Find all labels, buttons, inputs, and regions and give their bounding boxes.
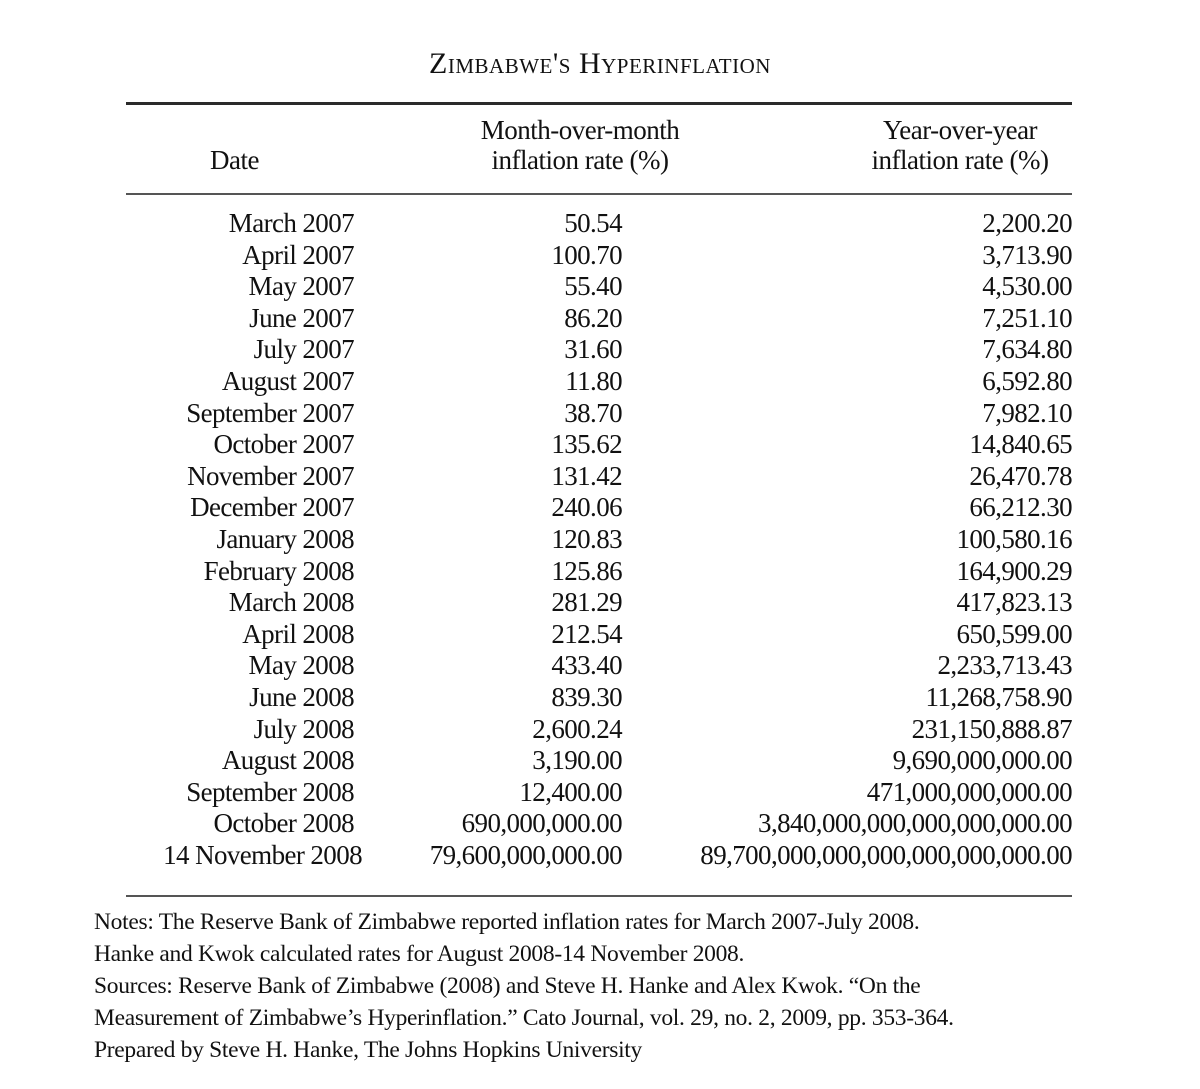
month-over-month-cell: 839.30: [551, 681, 622, 712]
date-cell: April 2008: [242, 618, 354, 649]
year-over-year-cell: 2,200.20: [982, 208, 1072, 238]
table-row: [0, 240, 1200, 272]
table-row: [0, 587, 1200, 619]
table-body: [0, 208, 1200, 871]
header-mom-line2: inflation rate (%): [491, 145, 669, 175]
table-row: [0, 619, 1200, 651]
year-over-year-cell: 650,599.00: [956, 618, 1072, 649]
table-title: Zimbabwe's Hyperinflation: [429, 47, 771, 80]
year-over-year-cell: 7,982.10: [982, 397, 1072, 428]
table-row: [0, 271, 1200, 303]
date-cell: December 2007: [190, 492, 354, 523]
year-over-year-cell: 14,840.65: [969, 429, 1072, 460]
table-row: [0, 524, 1200, 556]
month-over-month-cell: 131.42: [551, 460, 622, 491]
year-over-year-cell: 11,268,758.90: [925, 681, 1072, 712]
month-over-month-cell: 12,400.00: [519, 776, 622, 807]
header-date: Date: [210, 145, 259, 175]
date-cell: 14 November 2008: [163, 839, 362, 870]
header-month-over-month: [400, 115, 760, 175]
year-over-year-cell: 100,580.16: [956, 523, 1072, 554]
table-row: [0, 682, 1200, 714]
date-cell: July 2007: [253, 334, 354, 365]
sources-line-1: Sources: Reserve Bank of Zimbabwe (2008) and Steve H. Hanke and Alex Kwok. “On the: [94, 973, 921, 999]
year-over-year-cell: 26,470.78: [969, 460, 1072, 491]
date-cell: October 2008: [213, 808, 354, 839]
date-cell: March 2008: [228, 587, 354, 618]
year-over-year-cell: 471,000,000,000.00: [866, 776, 1072, 807]
date-cell: November 2007: [187, 460, 354, 491]
date-cell: April 2007: [242, 239, 354, 270]
date-cell: June 2008: [249, 681, 354, 712]
month-over-month-cell: 86.20: [564, 302, 622, 333]
date-cell: January 2008: [216, 523, 354, 554]
top-rule: [126, 102, 1072, 105]
year-over-year-cell: 3,713.90: [982, 239, 1072, 270]
month-over-month-cell: 3,190.00: [532, 745, 622, 776]
table-row: [0, 398, 1200, 430]
month-over-month-cell: 55.40: [564, 271, 622, 302]
table-row: [0, 429, 1200, 461]
date-cell: March 2007: [228, 208, 354, 238]
year-over-year-cell: 89,700,000,000,000,000,000,000.00: [700, 839, 1072, 870]
sources-line-2: Measurement of Zimbabwe’s Hyperinflation.” Cato Journal, vol. 29, no. 2, 2009, pp. 353-364.: [94, 1005, 954, 1031]
table-row: [0, 777, 1200, 809]
year-over-year-cell: 9,690,000,000.00: [892, 745, 1072, 776]
header-mom-line1: Month-over-month: [480, 115, 680, 145]
year-over-year-cell: 164,900.29: [956, 555, 1072, 586]
date-cell: May 2008: [248, 650, 354, 681]
notes: [94, 906, 1174, 1066]
table-row: [0, 808, 1200, 840]
year-over-year-cell: 2,233,713.43: [937, 650, 1072, 681]
table-row: [0, 745, 1200, 777]
month-over-month-cell: 11.80: [565, 365, 622, 396]
year-over-year-cell: 6,592.80: [982, 365, 1072, 396]
month-over-month-cell: 2,600.24: [532, 713, 622, 744]
date-cell: August 2007: [221, 365, 354, 396]
year-over-year-cell: 4,530.00: [982, 271, 1072, 302]
notes-line-1: Notes: The Reserve Bank of Zimbabwe reported inflation rates for March 2007-July 2008.: [94, 909, 920, 935]
month-over-month-cell: 120.83: [551, 523, 622, 554]
date-cell: September 2007: [186, 397, 354, 428]
year-over-year-cell: 7,634.80: [982, 334, 1072, 365]
table-row: [0, 556, 1200, 588]
prepared-by: Prepared by Steve H. Hanke, The Johns Hopkins University: [94, 1037, 642, 1063]
header-rule: [126, 193, 1072, 195]
date-cell: October 2007: [213, 429, 354, 460]
year-over-year-cell: 66,212.30: [969, 492, 1072, 523]
notes-line-2: Hanke and Kwok calculated rates for August 2008-14 November 2008.: [94, 941, 745, 967]
month-over-month-cell: 240.06: [551, 492, 622, 523]
year-over-year-cell: 417,823.13: [956, 587, 1072, 618]
date-cell: July 2008: [253, 713, 354, 744]
date-cell: August 2008: [221, 745, 354, 776]
month-over-month-cell: 212.54: [551, 618, 622, 649]
date-cell: September 2008: [186, 776, 354, 807]
table-row: [0, 208, 1200, 240]
month-over-month-cell: 79,600,000,000.00: [429, 839, 622, 870]
year-over-year-cell: 3,840,000,000,000,000,000.00: [758, 808, 1072, 839]
month-over-month-cell: 281.29: [551, 587, 622, 618]
table-row: [0, 461, 1200, 493]
table-row: [0, 840, 1200, 872]
bottom-rule: [126, 895, 1072, 897]
month-over-month-cell: 100.70: [551, 239, 622, 270]
year-over-year-cell: 231,150,888.87: [911, 713, 1072, 744]
table-row: [0, 650, 1200, 682]
header-year-over-year: [780, 115, 1140, 175]
month-over-month-cell: 125.86: [551, 555, 622, 586]
table-row: [0, 334, 1200, 366]
month-over-month-cell: 690,000,000.00: [461, 808, 622, 839]
table-row: [0, 366, 1200, 398]
header-yoy-line2: inflation rate (%): [871, 145, 1049, 175]
year-over-year-cell: 7,251.10: [982, 302, 1072, 333]
month-over-month-cell: 50.54: [564, 208, 622, 238]
date-cell: May 2007: [248, 271, 354, 302]
header-yoy-line1: Year-over-year: [882, 115, 1038, 145]
date-cell: June 2007: [249, 302, 354, 333]
table-row: [0, 492, 1200, 524]
date-cell: February 2008: [203, 555, 354, 586]
table-row: [0, 303, 1200, 335]
month-over-month-cell: 433.40: [551, 650, 622, 681]
month-over-month-cell: 38.70: [564, 397, 622, 428]
month-over-month-cell: 31.60: [564, 334, 622, 365]
table-row: [0, 714, 1200, 746]
month-over-month-cell: 135.62: [551, 429, 622, 460]
